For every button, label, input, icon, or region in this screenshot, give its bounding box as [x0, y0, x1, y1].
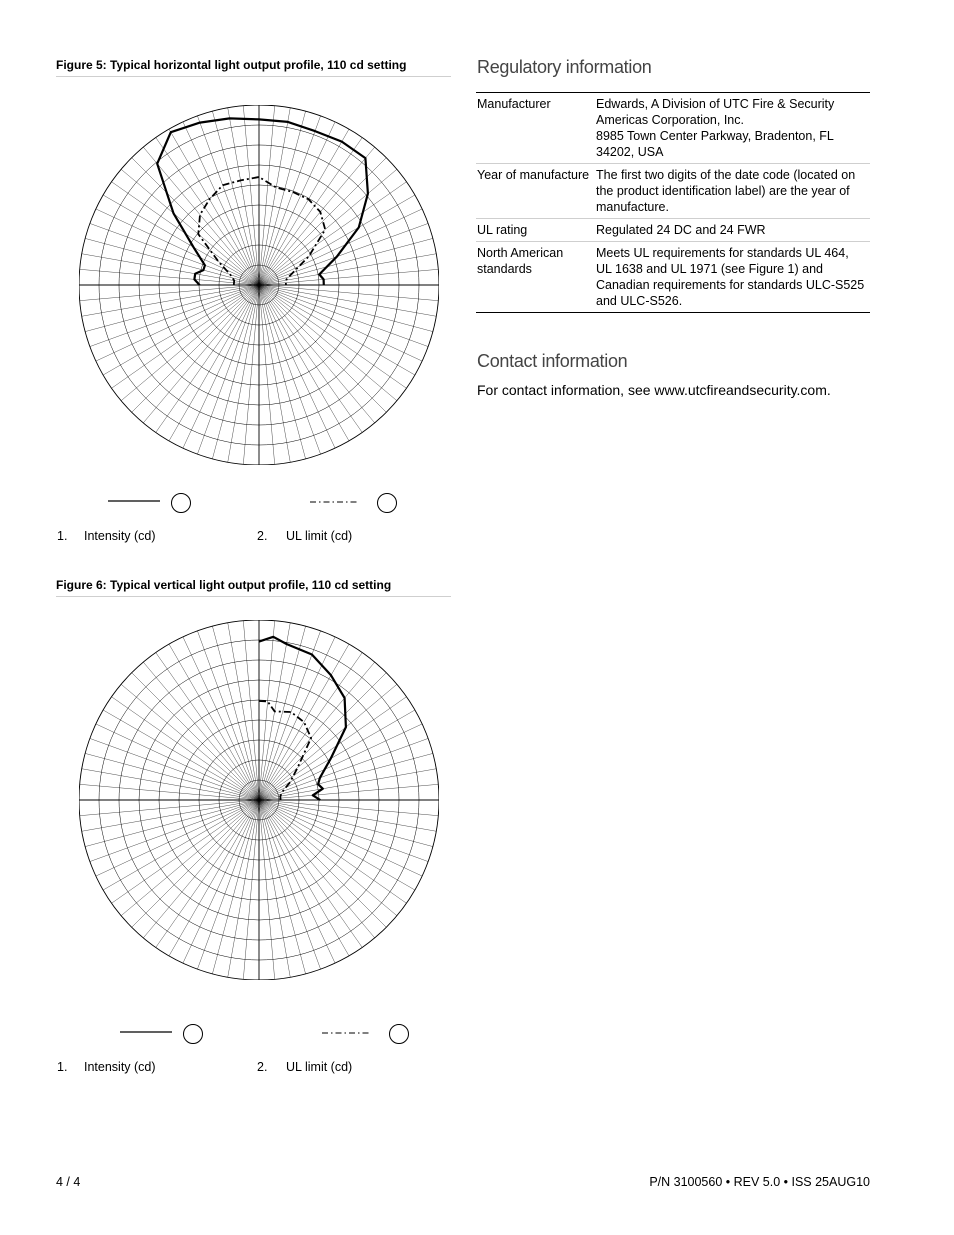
legend-label-ul-limit: UL limit (cd) [286, 529, 353, 543]
value-line: Edwards, A Division of UTC Fire & Security [596, 97, 835, 111]
legend-label-intensity: Intensity (cd) [84, 1060, 156, 1074]
regulatory-table [476, 92, 870, 313]
intensity-curve [157, 118, 368, 285]
row-value [595, 164, 870, 219]
legend-number-1: 1. [57, 529, 68, 543]
row-key: North American standards [476, 242, 595, 313]
polar-grid [79, 620, 439, 980]
row-value [595, 242, 870, 313]
row-value [595, 219, 870, 242]
legend-number-1: 1. [57, 1060, 68, 1074]
row-key: Manufacturer [477, 97, 551, 111]
value-line: the product identification label) are the year of [596, 184, 850, 198]
row-key: UL rating [476, 219, 595, 242]
value-line: UL 1638 and UL 1971 (see Figure 1) and [596, 262, 824, 276]
value-line: 8985 Town Center Parkway, Bradenton, FL [596, 129, 834, 143]
page-number: 4 / 4 [56, 1175, 81, 1189]
legend-label-intensity: Intensity (cd) [84, 529, 156, 543]
value-line: Meets UL requirements for standards UL 464, [596, 246, 849, 260]
legend-callout-circle-2 [390, 1025, 409, 1044]
legend-number-2: 2. [257, 529, 268, 543]
legend-callout-circle-2 [378, 494, 397, 513]
polar-grid [79, 105, 439, 465]
contact-heading: Contact information [477, 351, 628, 371]
value-line: and ULC-S526. [596, 294, 683, 308]
figure6-polar-chart [79, 620, 439, 980]
row-key: Year of manufacture [476, 164, 595, 219]
figure5-legend-graphics [56, 490, 451, 520]
figure5-caption: Figure 5: Typical horizontal light output profile, 110 cd setting [56, 58, 451, 77]
regulatory-heading: Regulatory information [477, 57, 652, 77]
value-line: 34202, USA [596, 145, 664, 159]
value-line: Canadian requirements for standards ULC-S525 [596, 278, 865, 292]
row-value [595, 93, 870, 164]
legend-callout-circle-1 [184, 1025, 203, 1044]
table-row [476, 164, 870, 219]
document-part-number: P/N 3100560 • REV 5.0 • ISS 25AUG10 [649, 1175, 870, 1189]
legend-number-2: 2. [257, 1060, 268, 1074]
figure5-polar-chart [79, 105, 439, 465]
value-line: Americas Corporation, Inc. [596, 113, 744, 127]
legend-label-ul-limit: UL limit (cd) [286, 1060, 353, 1074]
value-line: Regulated 24 DC and 24 FWR [596, 223, 766, 237]
figure6-legend-graphics [56, 1021, 451, 1051]
legend-callout-circle-1 [172, 494, 191, 513]
table-row [476, 219, 870, 242]
value-line: The first two digits of the date code (located on [596, 168, 856, 182]
table-row [476, 93, 870, 164]
figure6-caption: Figure 6: Typical vertical light output profile, 110 cd setting [56, 578, 451, 597]
table-row [476, 242, 870, 313]
intensity-curve [259, 637, 346, 800]
value-line: manufacture. [596, 200, 669, 214]
contact-text: For contact information, see www.utcfireandsecurity.com. [477, 382, 831, 398]
